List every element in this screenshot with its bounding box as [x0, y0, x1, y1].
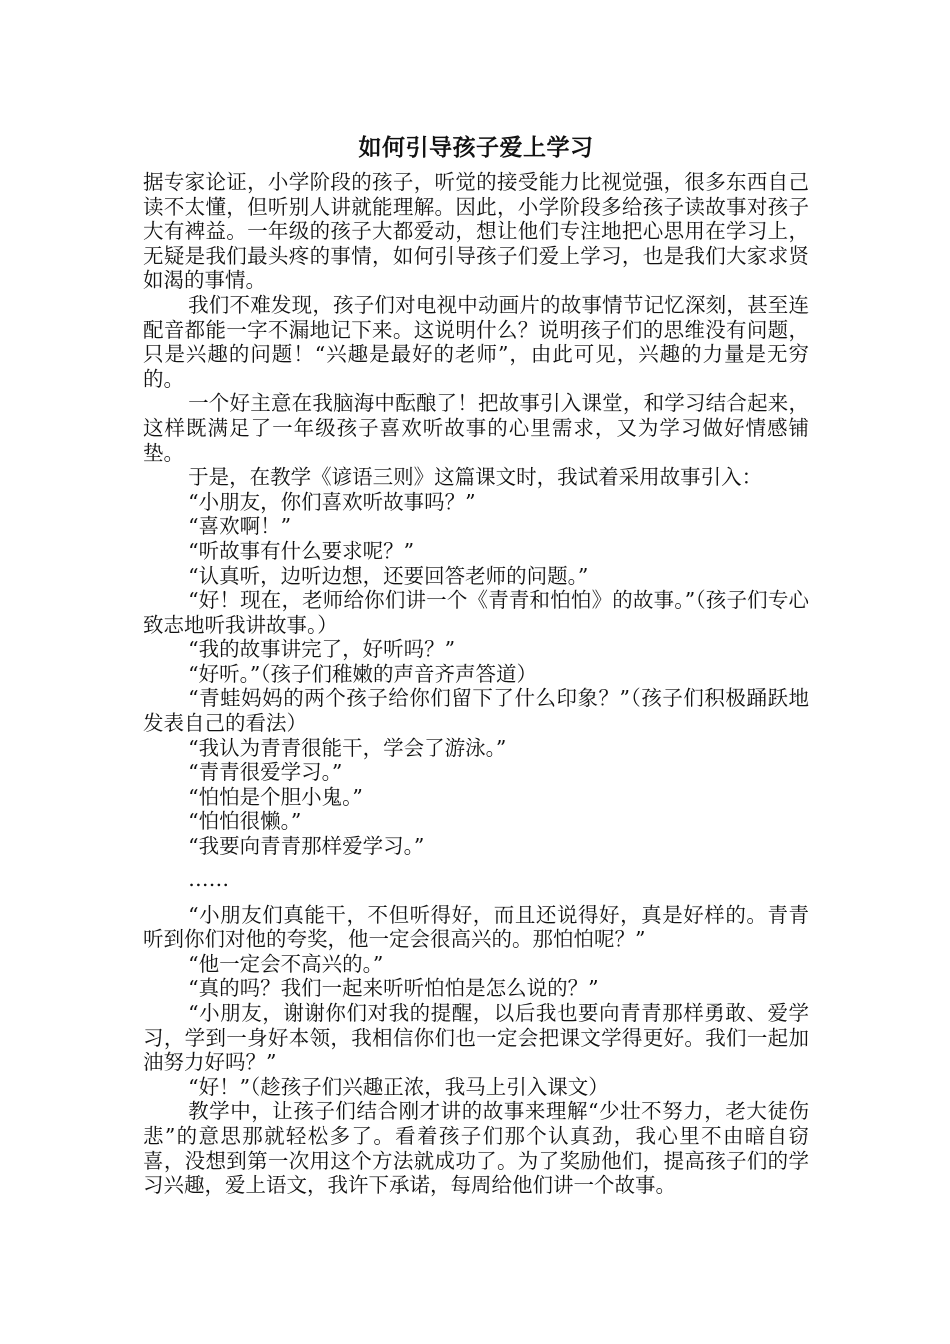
paragraph: “我要向青青那样爱学习。”: [188, 834, 425, 859]
paragraph: “青青很爱学习。”: [188, 760, 343, 785]
paragraph: “他一定会不高兴的。”: [188, 951, 384, 976]
paragraph: “我认为青青很能干，学会了游泳。”: [188, 735, 507, 760]
paragraph: “我的故事讲完了，好听吗？”: [188, 637, 456, 662]
paragraph: 据专家论证，小学阶段的孩子，听觉的接受能力比视觉强，很多东西自己读不太懂，但听别人讲就能理解。因此，小学阶段多给孩子读故事对孩子大有裨益。一年级的孩子大都爱动，想让他们专注地把心思用在学习上，无疑是我们最头疼的事情，如何引导孩子们爱上学习，也是我们大家求贤如渴的事情。: [143, 170, 809, 293]
paragraph: “喜欢啊！”: [188, 514, 292, 539]
paragraph: “真的吗？我们一起来听听怕怕是怎么说的？”: [188, 976, 599, 1001]
paragraph: 于是，在教学《谚语三则》这篇课文时，我试着采用故事引入：: [188, 465, 763, 490]
paragraph: “青蛙妈妈的两个孩子给你们留下了什么印象？”（孩子们积极踊跃地发表自己的看法）: [143, 686, 809, 736]
paragraph: “认真听，边听边想，还要回答老师的问题。”: [188, 563, 589, 588]
paragraph: “小朋友，你们喜欢听故事吗？”: [188, 489, 476, 514]
document-title: 如何引导孩子爱上学习: [358, 135, 594, 161]
paragraph: “好听。”（孩子们稚嫩的声音齐声答道）: [188, 661, 538, 686]
paragraph: 我们不难发现，孩子们对电视中动画片的故事情节记忆深刻，甚至连配音都能一字不漏地记下来。这说明什么？说明孩子们的思维没有问题，只是兴趣的问题！“兴趣是最好的老师”，由此可见，兴趣的力量是无穷的。: [143, 292, 809, 391]
ellipsis-paragraph: ……: [188, 866, 230, 891]
paragraph: “怕怕是个胆小鬼。”: [188, 784, 363, 809]
paragraph: “好！”（趁孩子们兴趣正浓，我马上引入课文）: [188, 1074, 609, 1099]
document-page: [143, 128, 809, 1198]
document-body: [143, 170, 809, 1198]
paragraph: “怕怕很懒。”: [188, 809, 302, 834]
paragraph: “好！现在，老师给你们讲一个《青青和怕怕》的故事。”（孩子们专心致志地听我讲故事。）: [143, 588, 809, 637]
paragraph: 一个好主意在我脑海中酝酿了！把故事引入课堂，和学习结合起来，这样既满足了一年级孩子喜欢听故事的心里需求，又为学习做好情感铺垫。: [143, 391, 809, 465]
paragraph: 教学中，让孩子们结合刚才讲的故事来理解“少壮不努力，老大徒伤悲”的意思那就轻松多了。看着孩子们那个认真劲，我心里不由暗自窃喜，没想到第一次用这个方法就成功了。为了奖励他们，提高孩子们的学习兴趣，爱上语文，我许下承诺，每周给他们讲一个故事。: [143, 1099, 809, 1198]
paragraph: “听故事有什么要求呢？”: [188, 538, 415, 563]
paragraph: “小朋友，谢谢你们对我的提醒，以后我也要向青青那样勇敢、爱学习，学到一身好本领，我相信你们也一定会把课文学得更好。我们一起加油努力好吗？”: [143, 1001, 809, 1075]
paragraph: “小朋友们真能干，不但听得好，而且还说得好，真是好样的。青青听到你们对他的夸奖，他一定会很高兴的。那怕怕呢？”: [143, 902, 809, 952]
